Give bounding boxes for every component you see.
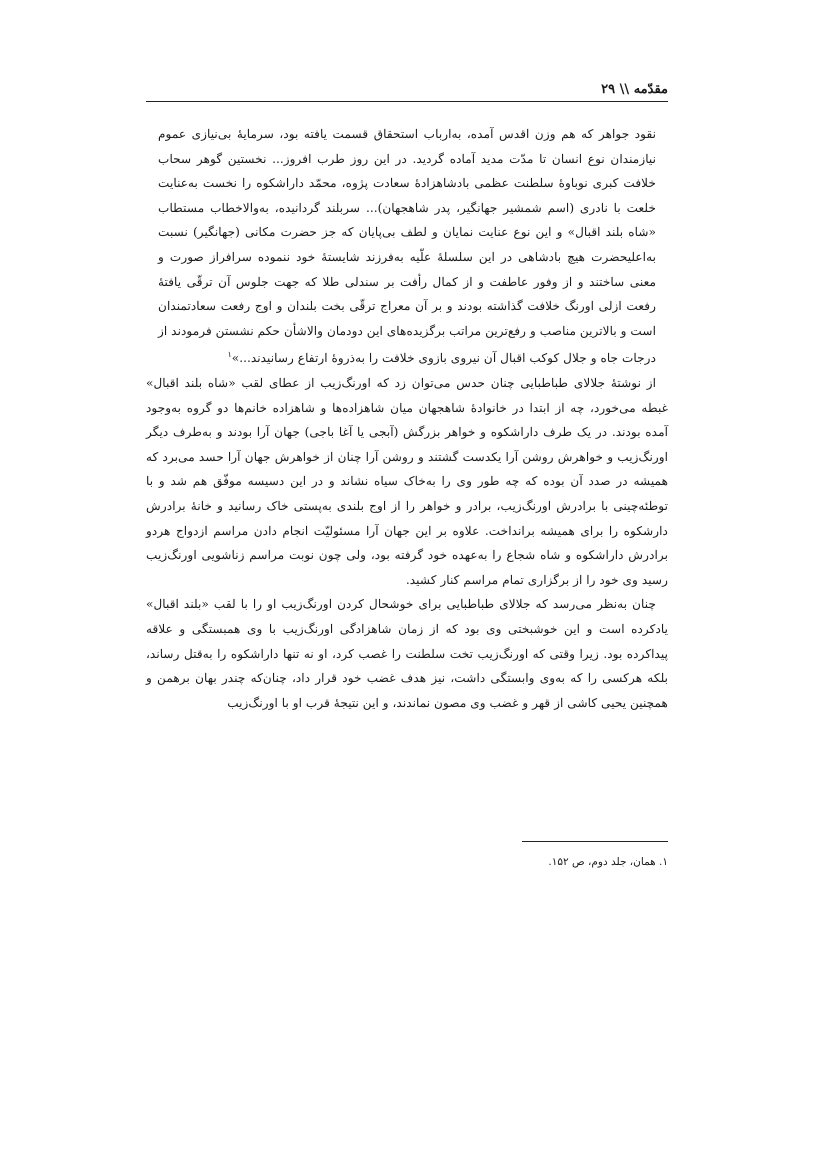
header-rule <box>146 101 668 102</box>
footnote-mark: ۱ <box>227 350 232 360</box>
footnote: ۱. همان، جلد دوم، ص ۱۵۲. <box>548 856 668 868</box>
body-text <box>146 122 668 715</box>
paragraph-1: از نوشتهٔ جلالای طباطبایی چنان حدس می‌توان زد که اورنگ‌زیب از عطای لقب «شاه بلند اقبال» غبطه می‌خورد، چه از ابتدا در خانوادهٔ شاهجهان میان شاهزاده‌ها و شاهزاده خانم‌ها دو گروه به‌وجود آمده بودند. در یک طرف داراشکوه و خواهر بزرگش (آبجی یا آغا باجی) جهان آرا بودند و به‌طرف دیگر اورنگ‌زیب و خواهرش روشن آرا یکدست گشتند و روشن آرا چنان از خواهرش جهان آرا حسد می‌برد که همیشه در صدد آن بوده که چه طور وی را به‌خاک سیاه نشاند و در این دسیسه موفّق هم شد و با توطئه‌چینی با برادرش اورنگ‌زیب، برادر و خواهر را از اوج بلندی به‌پستی خاک رسانید و خانهٔ برادرش دارشکوه را برای همیشه برانداخت. علاوه بر این جهان آرا مسئولیّت انجام دادن مراسم ازدواج هردو برادرش داراشکوه و شاه شجاع را به‌عهده خود گرفته بود، ولی چون نوبت مراسم زناشویی اورنگ‌زیب رسید وی خود را از برگزاری تمام مراسم کنار کشید. <box>146 376 668 587</box>
running-title: مقدّمه \\ ۲۹ <box>601 82 668 97</box>
quoted-passage <box>146 122 668 371</box>
paragraph-2: چنان به‌نظر می‌رسد که جلالای طباطبایی برای خوشحال کردن اورنگ‌زیب او را با لقب «بلند اقبال» یادکرده است و این خوشبختی وی بود که از زمان شاهزادگی اورنگ‌زیب با وی همبستگی و علاقه پیداکرده بود. زیرا وقتی که اورنگ‌زیب تخت سلطنت را غصب کرد، او نه تنها داراشکوه را به‌قتل رساند، بلکه هرکسی را که به‌وی وابستگی داشت، نیز هدف غضب خود قرار داد، چنان‌که چندر بهان برهمن و همچنین یحیی کاشی از قهر و غضب وی مصون نماندند، و این نتیجهٔ قرب او با اورنگ‌زیب <box>146 597 668 710</box>
footnote-rule <box>522 841 668 842</box>
running-header <box>146 78 668 100</box>
quote-text: نقود جواهر که هم وزن اقدس آمده، به‌ارباب استحقاق قسمت یافته بود، سرمایهٔ بی‌نیازی عموم نیازمندان نوع انسان تا مدّت مدید آماده گردید. در این روز طرب افروز... نخستین گوهر سحاب خلافت کبری نوباوهٔ سلطنت عظمی بادشاهزادهٔ سعادت پژوه، محمّد داراشکوه را نخست به‌عنایت خلعت با نادری (اسم شمشیر جهانگیر، پدر شاهجهان)... سربلند گردانیده، به‌والاخطاب مستطاب «شاه بلند اقبال» و این نوع عنایت نمایان و لطف بی‌پایان که جز حضرت مکانی (جهانگیر) نسبت به‌اعلیحضرت هیچ بادشاهی در این سلسلهٔ علّیه به‌فرزند شایستهٔ خود ننموده سرافراز صورت و معنی ساختند و از وفور عاطفت و از کمال رأفت بر سندلی طلا که جهت جلوس آن ترقّی یافتهٔ رفعت ازلی اورنگ خلافت گذاشته بودند و بر آن معراج ترقّی بخت بلندان و اوج رفعت سعادتمندان است و بالاترین مناصب و رفع‌ترین مراتب برگزیده‌های این دودمان والاشأن حکم نشستن فرمودند از درجات جاه و جلال کوکب اقبال آن نیروی بازوی خلافت را به‌ذروهٔ ارتفاع رسانیدند...» <box>158 127 656 366</box>
